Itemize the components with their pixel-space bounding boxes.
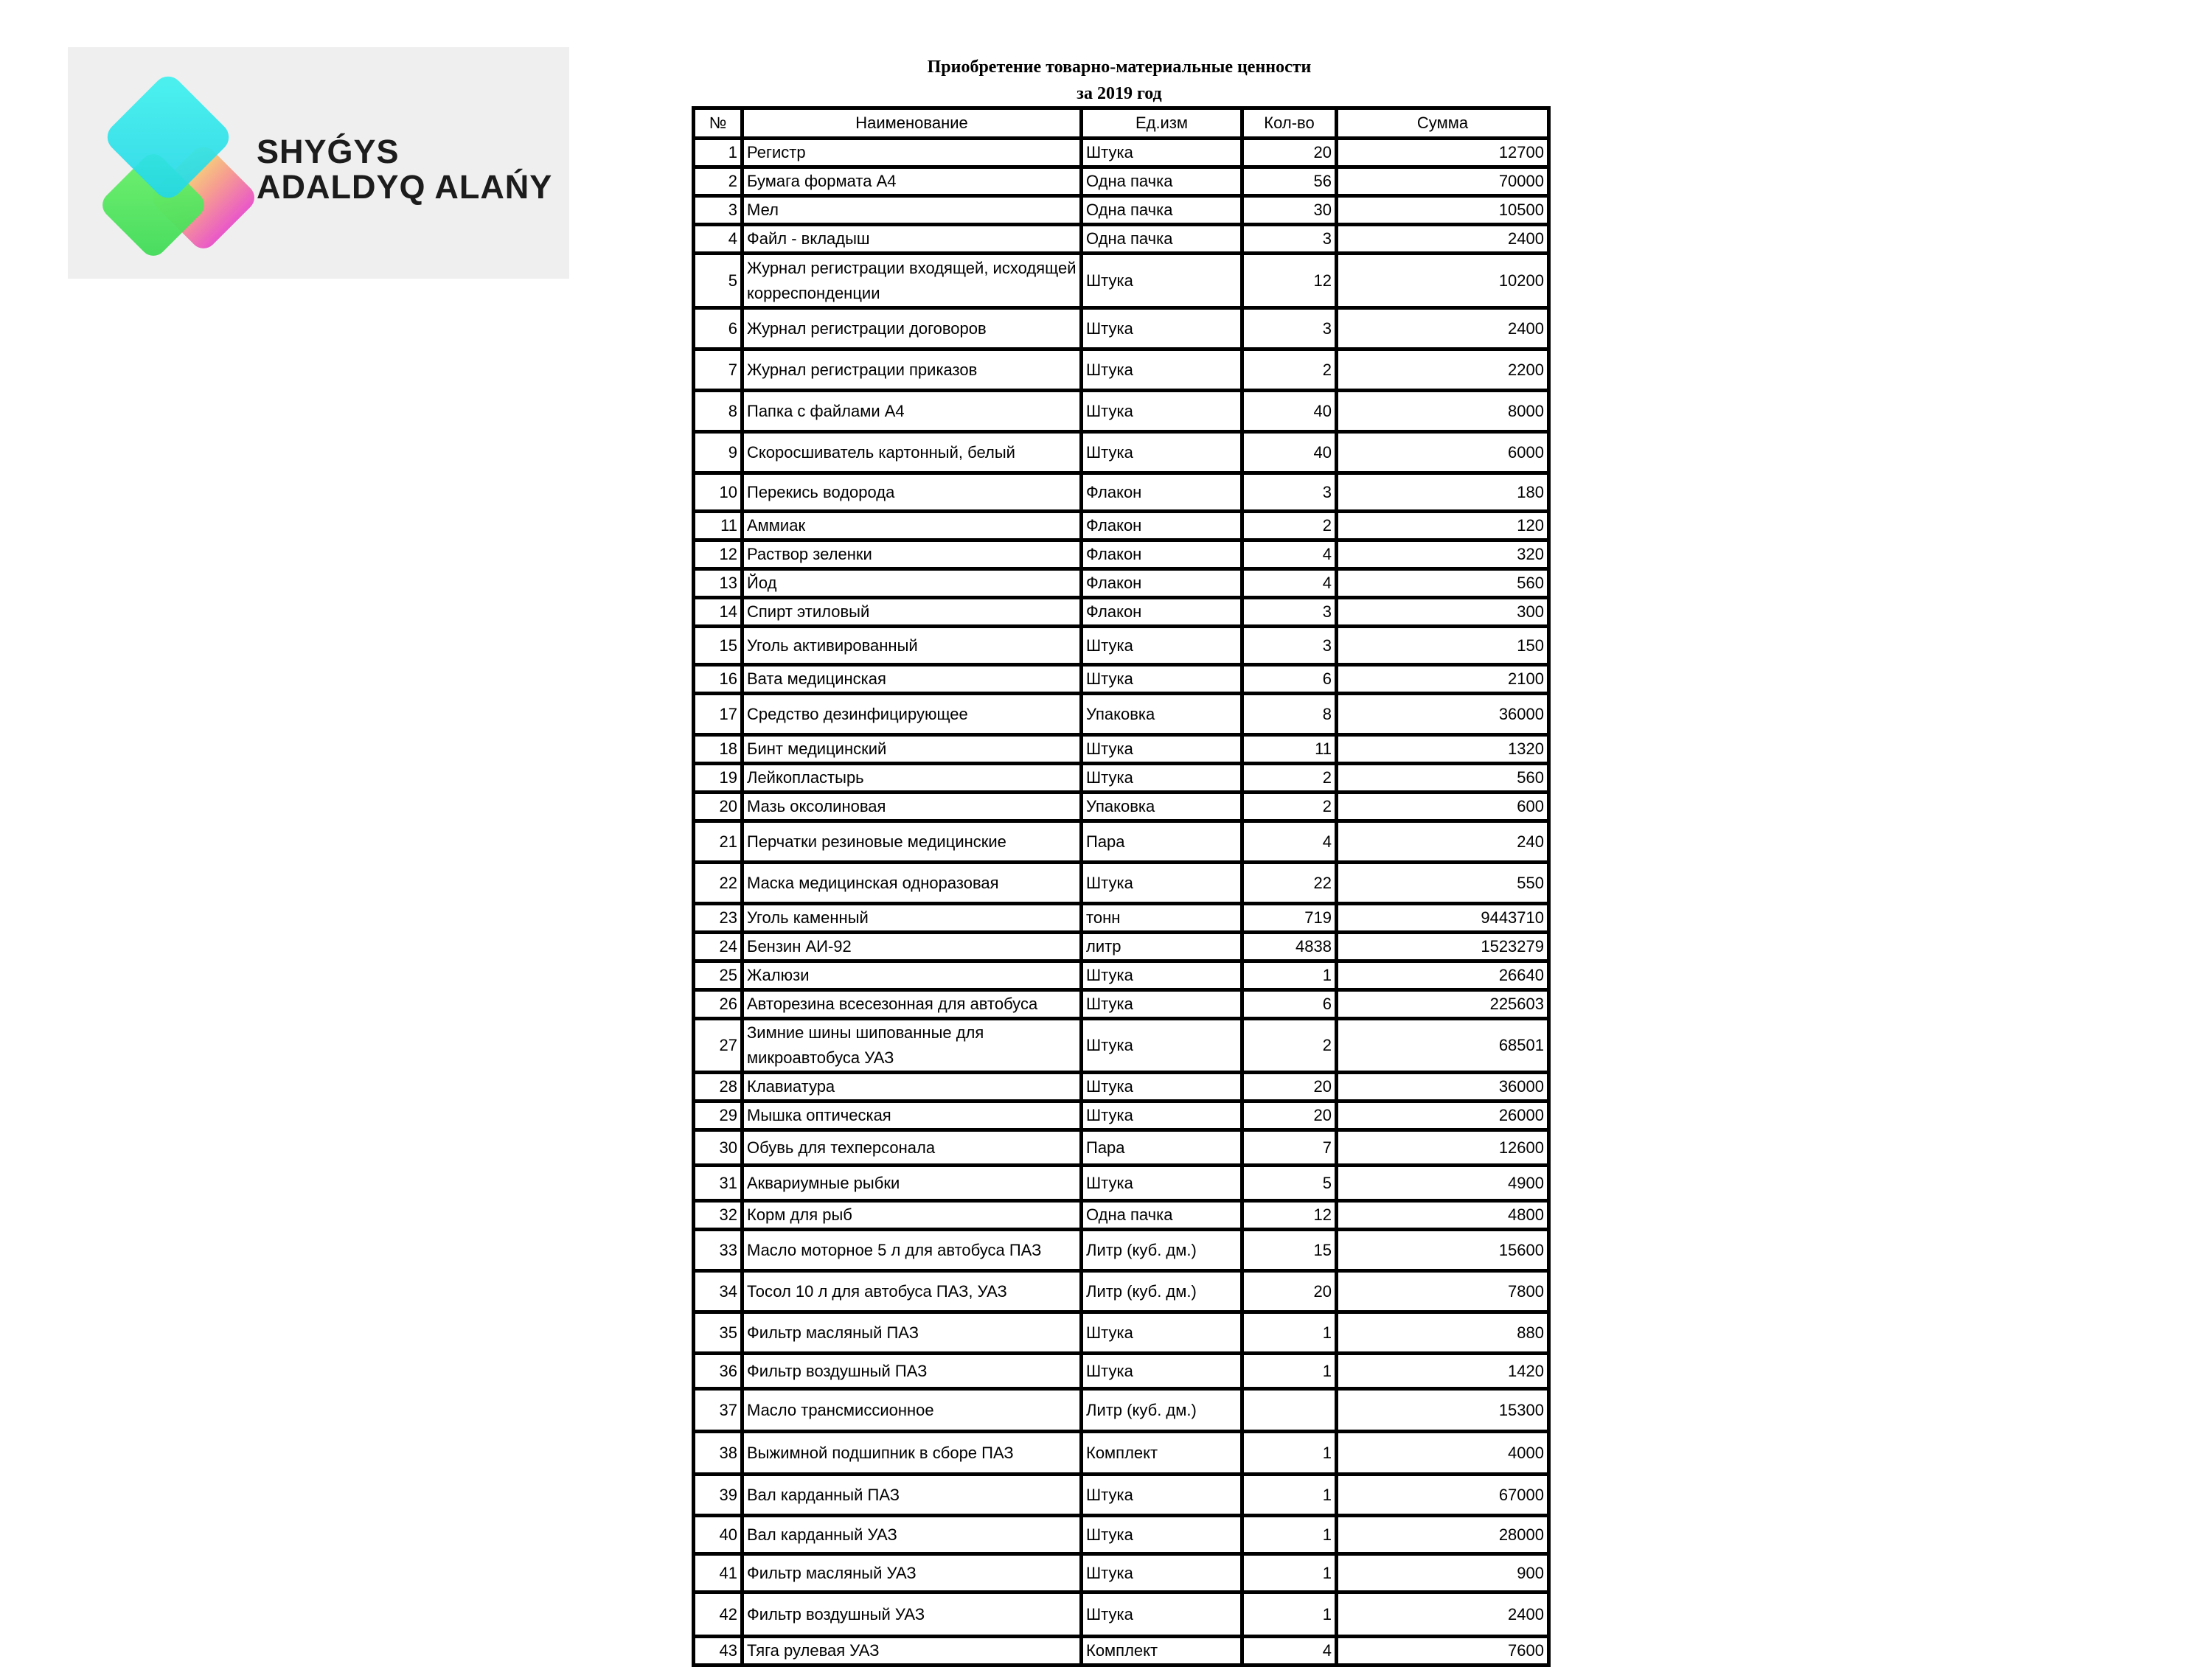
item-name: Мел: [742, 196, 1082, 225]
item-quantity: 6: [1242, 665, 1337, 694]
header-name: Наименование: [742, 108, 1082, 139]
item-name: Папка с файлами А4: [742, 391, 1082, 432]
table-row: [694, 540, 1549, 569]
item-unit: Одна пачка: [1082, 225, 1242, 254]
table-row: [694, 225, 1549, 254]
row-number: 43: [694, 1637, 742, 1666]
item-unit: Штука: [1082, 961, 1242, 990]
table-row: [694, 933, 1549, 961]
item-quantity: 2: [1242, 793, 1337, 821]
item-quantity: 20: [1242, 1073, 1337, 1102]
item-quantity: 56: [1242, 167, 1337, 196]
row-number: 20: [694, 793, 742, 821]
item-quantity: 4: [1242, 569, 1337, 598]
row-number: 28: [694, 1073, 742, 1102]
row-number: 41: [694, 1554, 742, 1593]
row-number: 30: [694, 1130, 742, 1166]
header-qty: Кол-во: [1242, 108, 1337, 139]
row-number: 16: [694, 665, 742, 694]
item-name: Средство дезинфицирующее: [742, 694, 1082, 735]
item-name: Журнал регистрации договоров: [742, 308, 1082, 349]
row-number: 3: [694, 196, 742, 225]
item-unit: Штука: [1082, 863, 1242, 904]
item-unit: Штука: [1082, 1354, 1242, 1389]
item-sum: 550: [1337, 863, 1549, 904]
item-unit: Штука: [1082, 1312, 1242, 1354]
item-unit: Комплект: [1082, 1432, 1242, 1475]
table-row: [694, 473, 1549, 512]
item-quantity: 2: [1242, 1019, 1337, 1073]
row-number: 31: [694, 1166, 742, 1201]
table-row: [694, 167, 1549, 196]
item-sum: 9443710: [1337, 904, 1549, 933]
item-unit: Штука: [1082, 308, 1242, 349]
item-sum: 4000: [1337, 1432, 1549, 1475]
item-sum: 36000: [1337, 1073, 1549, 1102]
item-sum: 6000: [1337, 432, 1549, 473]
row-number: 10: [694, 473, 742, 512]
item-name: Масло моторное 5 л для автобуса ПАЗ: [742, 1230, 1082, 1271]
item-quantity: 30: [1242, 196, 1337, 225]
row-number: 8: [694, 391, 742, 432]
item-name: Выжимной подшипник в сборе ПАЗ: [742, 1432, 1082, 1475]
item-unit: Упаковка: [1082, 793, 1242, 821]
item-sum: 26640: [1337, 961, 1549, 990]
item-sum: 10500: [1337, 196, 1549, 225]
item-name: Корм для рыб: [742, 1201, 1082, 1230]
item-sum: 10200: [1337, 254, 1549, 308]
item-quantity: 40: [1242, 391, 1337, 432]
item-quantity: 4: [1242, 821, 1337, 863]
table-row: [694, 961, 1549, 990]
item-sum: 2400: [1337, 1593, 1549, 1637]
item-quantity: 4: [1242, 540, 1337, 569]
item-sum: 70000: [1337, 167, 1549, 196]
item-name: Вата медицинская: [742, 665, 1082, 694]
item-quantity: 8: [1242, 694, 1337, 735]
table-row: [694, 391, 1549, 432]
item-quantity: 1: [1242, 1432, 1337, 1475]
item-name: Вал карданный ПАЗ: [742, 1475, 1082, 1516]
item-unit: Штука: [1082, 1593, 1242, 1637]
item-name: Авторезина всесезонная для автобуса: [742, 990, 1082, 1019]
table-row: [694, 1201, 1549, 1230]
item-unit: Штука: [1082, 1102, 1242, 1130]
item-name: Перекись водорода: [742, 473, 1082, 512]
item-sum: 36000: [1337, 694, 1549, 735]
item-sum: 26000: [1337, 1102, 1549, 1130]
table-row: [694, 598, 1549, 627]
item-sum: 2400: [1337, 225, 1549, 254]
item-unit: Штука: [1082, 1516, 1242, 1554]
table-row: [694, 793, 1549, 821]
item-name: Аммиак: [742, 512, 1082, 540]
item-unit: Флакон: [1082, 598, 1242, 627]
item-sum: 180: [1337, 473, 1549, 512]
item-name: Клавиатура: [742, 1073, 1082, 1102]
item-name: Перчатки резиновые медицинские: [742, 821, 1082, 863]
item-name: Бензин АИ-92: [742, 933, 1082, 961]
item-quantity: 1: [1242, 961, 1337, 990]
item-sum: 7800: [1337, 1271, 1549, 1312]
item-name: Мышка оптическая: [742, 1102, 1082, 1130]
table-row: [694, 694, 1549, 735]
item-name: Тяга рулевая УАЗ: [742, 1637, 1082, 1666]
item-unit: тонн: [1082, 904, 1242, 933]
item-sum: 12600: [1337, 1130, 1549, 1166]
item-quantity: 1: [1242, 1554, 1337, 1593]
item-name: Бумага формата А4: [742, 167, 1082, 196]
item-unit: Штука: [1082, 1554, 1242, 1593]
item-sum: 28000: [1337, 1516, 1549, 1554]
item-sum: 900: [1337, 1554, 1549, 1593]
item-sum: 2400: [1337, 308, 1549, 349]
item-quantity: 4: [1242, 1637, 1337, 1666]
table-body: [694, 139, 1549, 1666]
item-name: Раствор зеленки: [742, 540, 1082, 569]
row-number: 18: [694, 735, 742, 764]
item-sum: 1523279: [1337, 933, 1549, 961]
row-number: 2: [694, 167, 742, 196]
table-row: [694, 1475, 1549, 1516]
item-sum: 225603: [1337, 990, 1549, 1019]
item-unit: Штука: [1082, 391, 1242, 432]
item-unit: Штука: [1082, 139, 1242, 167]
item-quantity: 3: [1242, 308, 1337, 349]
item-unit: Штука: [1082, 627, 1242, 665]
row-number: 1: [694, 139, 742, 167]
item-unit: Штука: [1082, 665, 1242, 694]
row-number: 26: [694, 990, 742, 1019]
header-sum: Сумма: [1337, 108, 1549, 139]
item-quantity: 22: [1242, 863, 1337, 904]
item-unit: Пара: [1082, 821, 1242, 863]
item-quantity: 1: [1242, 1312, 1337, 1354]
item-quantity: 20: [1242, 139, 1337, 167]
row-number: 19: [694, 764, 742, 793]
item-name: Скоросшиватель картонный, белый: [742, 432, 1082, 473]
table-row: [694, 1637, 1549, 1666]
row-number: 21: [694, 821, 742, 863]
row-number: 12: [694, 540, 742, 569]
item-quantity: 2: [1242, 349, 1337, 391]
item-name: Масло трансмиссионное: [742, 1389, 1082, 1432]
item-name: Фильтр воздушный УАЗ: [742, 1593, 1082, 1637]
item-unit: Литр (куб. дм.): [1082, 1389, 1242, 1432]
row-number: 39: [694, 1475, 742, 1516]
item-unit: Флакон: [1082, 473, 1242, 512]
item-sum: 12700: [1337, 139, 1549, 167]
item-sum: 68501: [1337, 1019, 1549, 1073]
document-subtitle: за 2019 год: [1077, 84, 1162, 103]
item-name: Спирт этиловый: [742, 598, 1082, 627]
item-name: Регистр: [742, 139, 1082, 167]
table-row: [694, 512, 1549, 540]
table-row: [694, 1554, 1549, 1593]
table-row: [694, 990, 1549, 1019]
item-sum: 1320: [1337, 735, 1549, 764]
item-sum: 300: [1337, 598, 1549, 627]
row-number: 29: [694, 1102, 742, 1130]
table-row: [694, 1389, 1549, 1432]
row-number: 40: [694, 1516, 742, 1554]
item-unit: Штука: [1082, 1475, 1242, 1516]
item-quantity: 3: [1242, 225, 1337, 254]
item-sum: 15300: [1337, 1389, 1549, 1432]
table-row: [694, 308, 1549, 349]
table-row: [694, 1230, 1549, 1271]
row-number: 42: [694, 1593, 742, 1637]
table-row: [694, 627, 1549, 665]
table-row: [694, 432, 1549, 473]
item-unit: Штука: [1082, 432, 1242, 473]
row-number: 32: [694, 1201, 742, 1230]
item-quantity: 5: [1242, 1166, 1337, 1201]
table-header-row: [694, 108, 1549, 139]
item-quantity: 20: [1242, 1271, 1337, 1312]
item-unit: Штука: [1082, 990, 1242, 1019]
item-unit: Штука: [1082, 349, 1242, 391]
header-unit: Ед.изм: [1082, 108, 1242, 139]
table-row: [694, 735, 1549, 764]
row-number: 35: [694, 1312, 742, 1354]
table-row: [694, 1271, 1549, 1312]
table-row: [694, 569, 1549, 598]
table-row: [694, 821, 1549, 863]
table-row: [694, 1432, 1549, 1475]
table-row: [694, 764, 1549, 793]
item-unit: Литр (куб. дм.): [1082, 1271, 1242, 1312]
row-number: 17: [694, 694, 742, 735]
row-number: 38: [694, 1432, 742, 1475]
item-name: Уголь активированный: [742, 627, 1082, 665]
table-row: [694, 1102, 1549, 1130]
table-row: [694, 349, 1549, 391]
table-row: [694, 1312, 1549, 1354]
item-name: Бинт медицинский: [742, 735, 1082, 764]
item-quantity: 12: [1242, 1201, 1337, 1230]
item-unit: Флакон: [1082, 540, 1242, 569]
logo: [68, 47, 569, 279]
logo-wordmark: [257, 134, 552, 205]
item-name: Фильтр масляный ПАЗ: [742, 1312, 1082, 1354]
row-number: 27: [694, 1019, 742, 1073]
item-quantity: 15: [1242, 1230, 1337, 1271]
item-name: Аквариумные рыбки: [742, 1166, 1082, 1201]
item-unit: Штука: [1082, 254, 1242, 308]
row-number: 24: [694, 933, 742, 961]
header-num: №: [694, 108, 742, 139]
item-quantity: 1: [1242, 1354, 1337, 1389]
item-name: Вал карданный УАЗ: [742, 1516, 1082, 1554]
item-quantity: 1: [1242, 1475, 1337, 1516]
item-quantity: 7: [1242, 1130, 1337, 1166]
item-name: Жалюзи: [742, 961, 1082, 990]
item-quantity: 3: [1242, 627, 1337, 665]
item-quantity: 4838: [1242, 933, 1337, 961]
table-row: [694, 254, 1549, 308]
item-name: Уголь каменный: [742, 904, 1082, 933]
item-sum: 2200: [1337, 349, 1549, 391]
table-row: [694, 904, 1549, 933]
row-number: 15: [694, 627, 742, 665]
table-row: [694, 139, 1549, 167]
items-table: [692, 106, 1551, 1667]
item-name: Йод: [742, 569, 1082, 598]
item-unit: Комплект: [1082, 1637, 1242, 1666]
item-quantity: 1: [1242, 1593, 1337, 1637]
row-number: 4: [694, 225, 742, 254]
item-quantity: 11: [1242, 735, 1337, 764]
item-sum: 7600: [1337, 1637, 1549, 1666]
diamond-logo-icon: [68, 47, 260, 279]
item-quantity: 3: [1242, 473, 1337, 512]
item-unit: Штука: [1082, 1166, 1242, 1201]
logo-line-1: SHYǴYS: [257, 133, 400, 170]
item-name: Зимние шины шипованные для микроавтобуса УАЗ: [742, 1019, 1082, 1073]
table-row: [694, 1354, 1549, 1389]
logo-line-2: ADALDYQ ALAŃY: [257, 168, 553, 206]
item-quantity: 3: [1242, 598, 1337, 627]
item-unit: Флакон: [1082, 569, 1242, 598]
item-sum: 2100: [1337, 665, 1549, 694]
item-sum: 67000: [1337, 1475, 1549, 1516]
item-quantity: [1242, 1389, 1337, 1432]
table-row: [694, 1073, 1549, 1102]
row-number: 7: [694, 349, 742, 391]
item-name: Тосол 10 л для автобуса ПАЗ, УАЗ: [742, 1271, 1082, 1312]
item-name: Фильтр масляный УАЗ: [742, 1554, 1082, 1593]
row-number: 25: [694, 961, 742, 990]
row-number: 11: [694, 512, 742, 540]
row-number: 14: [694, 598, 742, 627]
row-number: 6: [694, 308, 742, 349]
item-name: Лейкопластырь: [742, 764, 1082, 793]
table-row: [694, 863, 1549, 904]
table-row: [694, 1516, 1549, 1554]
item-quantity: 20: [1242, 1102, 1337, 1130]
row-number: 23: [694, 904, 742, 933]
item-quantity: 40: [1242, 432, 1337, 473]
table-row: [694, 1166, 1549, 1201]
row-number: 37: [694, 1389, 742, 1432]
item-unit: Пара: [1082, 1130, 1242, 1166]
item-unit: Штука: [1082, 764, 1242, 793]
item-sum: 240: [1337, 821, 1549, 863]
row-number: 22: [694, 863, 742, 904]
item-sum: 560: [1337, 764, 1549, 793]
row-number: 36: [694, 1354, 742, 1389]
table-row: [694, 1019, 1549, 1073]
item-name: Фильтр воздушный ПАЗ: [742, 1354, 1082, 1389]
table-row: [694, 1130, 1549, 1166]
item-quantity: 2: [1242, 764, 1337, 793]
item-sum: 1420: [1337, 1354, 1549, 1389]
item-sum: 600: [1337, 793, 1549, 821]
item-name: Мазь оксолиновая: [742, 793, 1082, 821]
item-unit: Одна пачка: [1082, 196, 1242, 225]
item-sum: 320: [1337, 540, 1549, 569]
row-number: 13: [694, 569, 742, 598]
item-sum: 8000: [1337, 391, 1549, 432]
item-unit: Штука: [1082, 1073, 1242, 1102]
item-sum: 4800: [1337, 1201, 1549, 1230]
item-sum: 15600: [1337, 1230, 1549, 1271]
item-sum: 150: [1337, 627, 1549, 665]
row-number: 34: [694, 1271, 742, 1312]
item-unit: Одна пачка: [1082, 1201, 1242, 1230]
item-sum: 120: [1337, 512, 1549, 540]
item-unit: Одна пачка: [1082, 167, 1242, 196]
table-row: [694, 196, 1549, 225]
item-sum: 560: [1337, 569, 1549, 598]
item-quantity: 12: [1242, 254, 1337, 308]
item-name: Журнал регистрации входящей, исходящей корреспонденции: [742, 254, 1082, 308]
table-row: [694, 1593, 1549, 1637]
row-number: 9: [694, 432, 742, 473]
table-row: [694, 665, 1549, 694]
row-number: 5: [694, 254, 742, 308]
item-name: Обувь для техперсонала: [742, 1130, 1082, 1166]
row-number: 33: [694, 1230, 742, 1271]
item-unit: Флакон: [1082, 512, 1242, 540]
item-quantity: 719: [1242, 904, 1337, 933]
item-sum: 880: [1337, 1312, 1549, 1354]
item-name: Маска медицинская одноразовая: [742, 863, 1082, 904]
item-quantity: 6: [1242, 990, 1337, 1019]
item-unit: Штука: [1082, 735, 1242, 764]
item-quantity: 2: [1242, 512, 1337, 540]
item-name: Журнал регистрации приказов: [742, 349, 1082, 391]
item-unit: Упаковка: [1082, 694, 1242, 735]
item-sum: 4900: [1337, 1166, 1549, 1201]
item-unit: литр: [1082, 933, 1242, 961]
item-unit: Штука: [1082, 1019, 1242, 1073]
document-title: Приобретение товарно-материальные ценности: [927, 58, 1312, 77]
item-name: Файл - вкладыш: [742, 225, 1082, 254]
item-quantity: 1: [1242, 1516, 1337, 1554]
item-unit: Литр (куб. дм.): [1082, 1230, 1242, 1271]
